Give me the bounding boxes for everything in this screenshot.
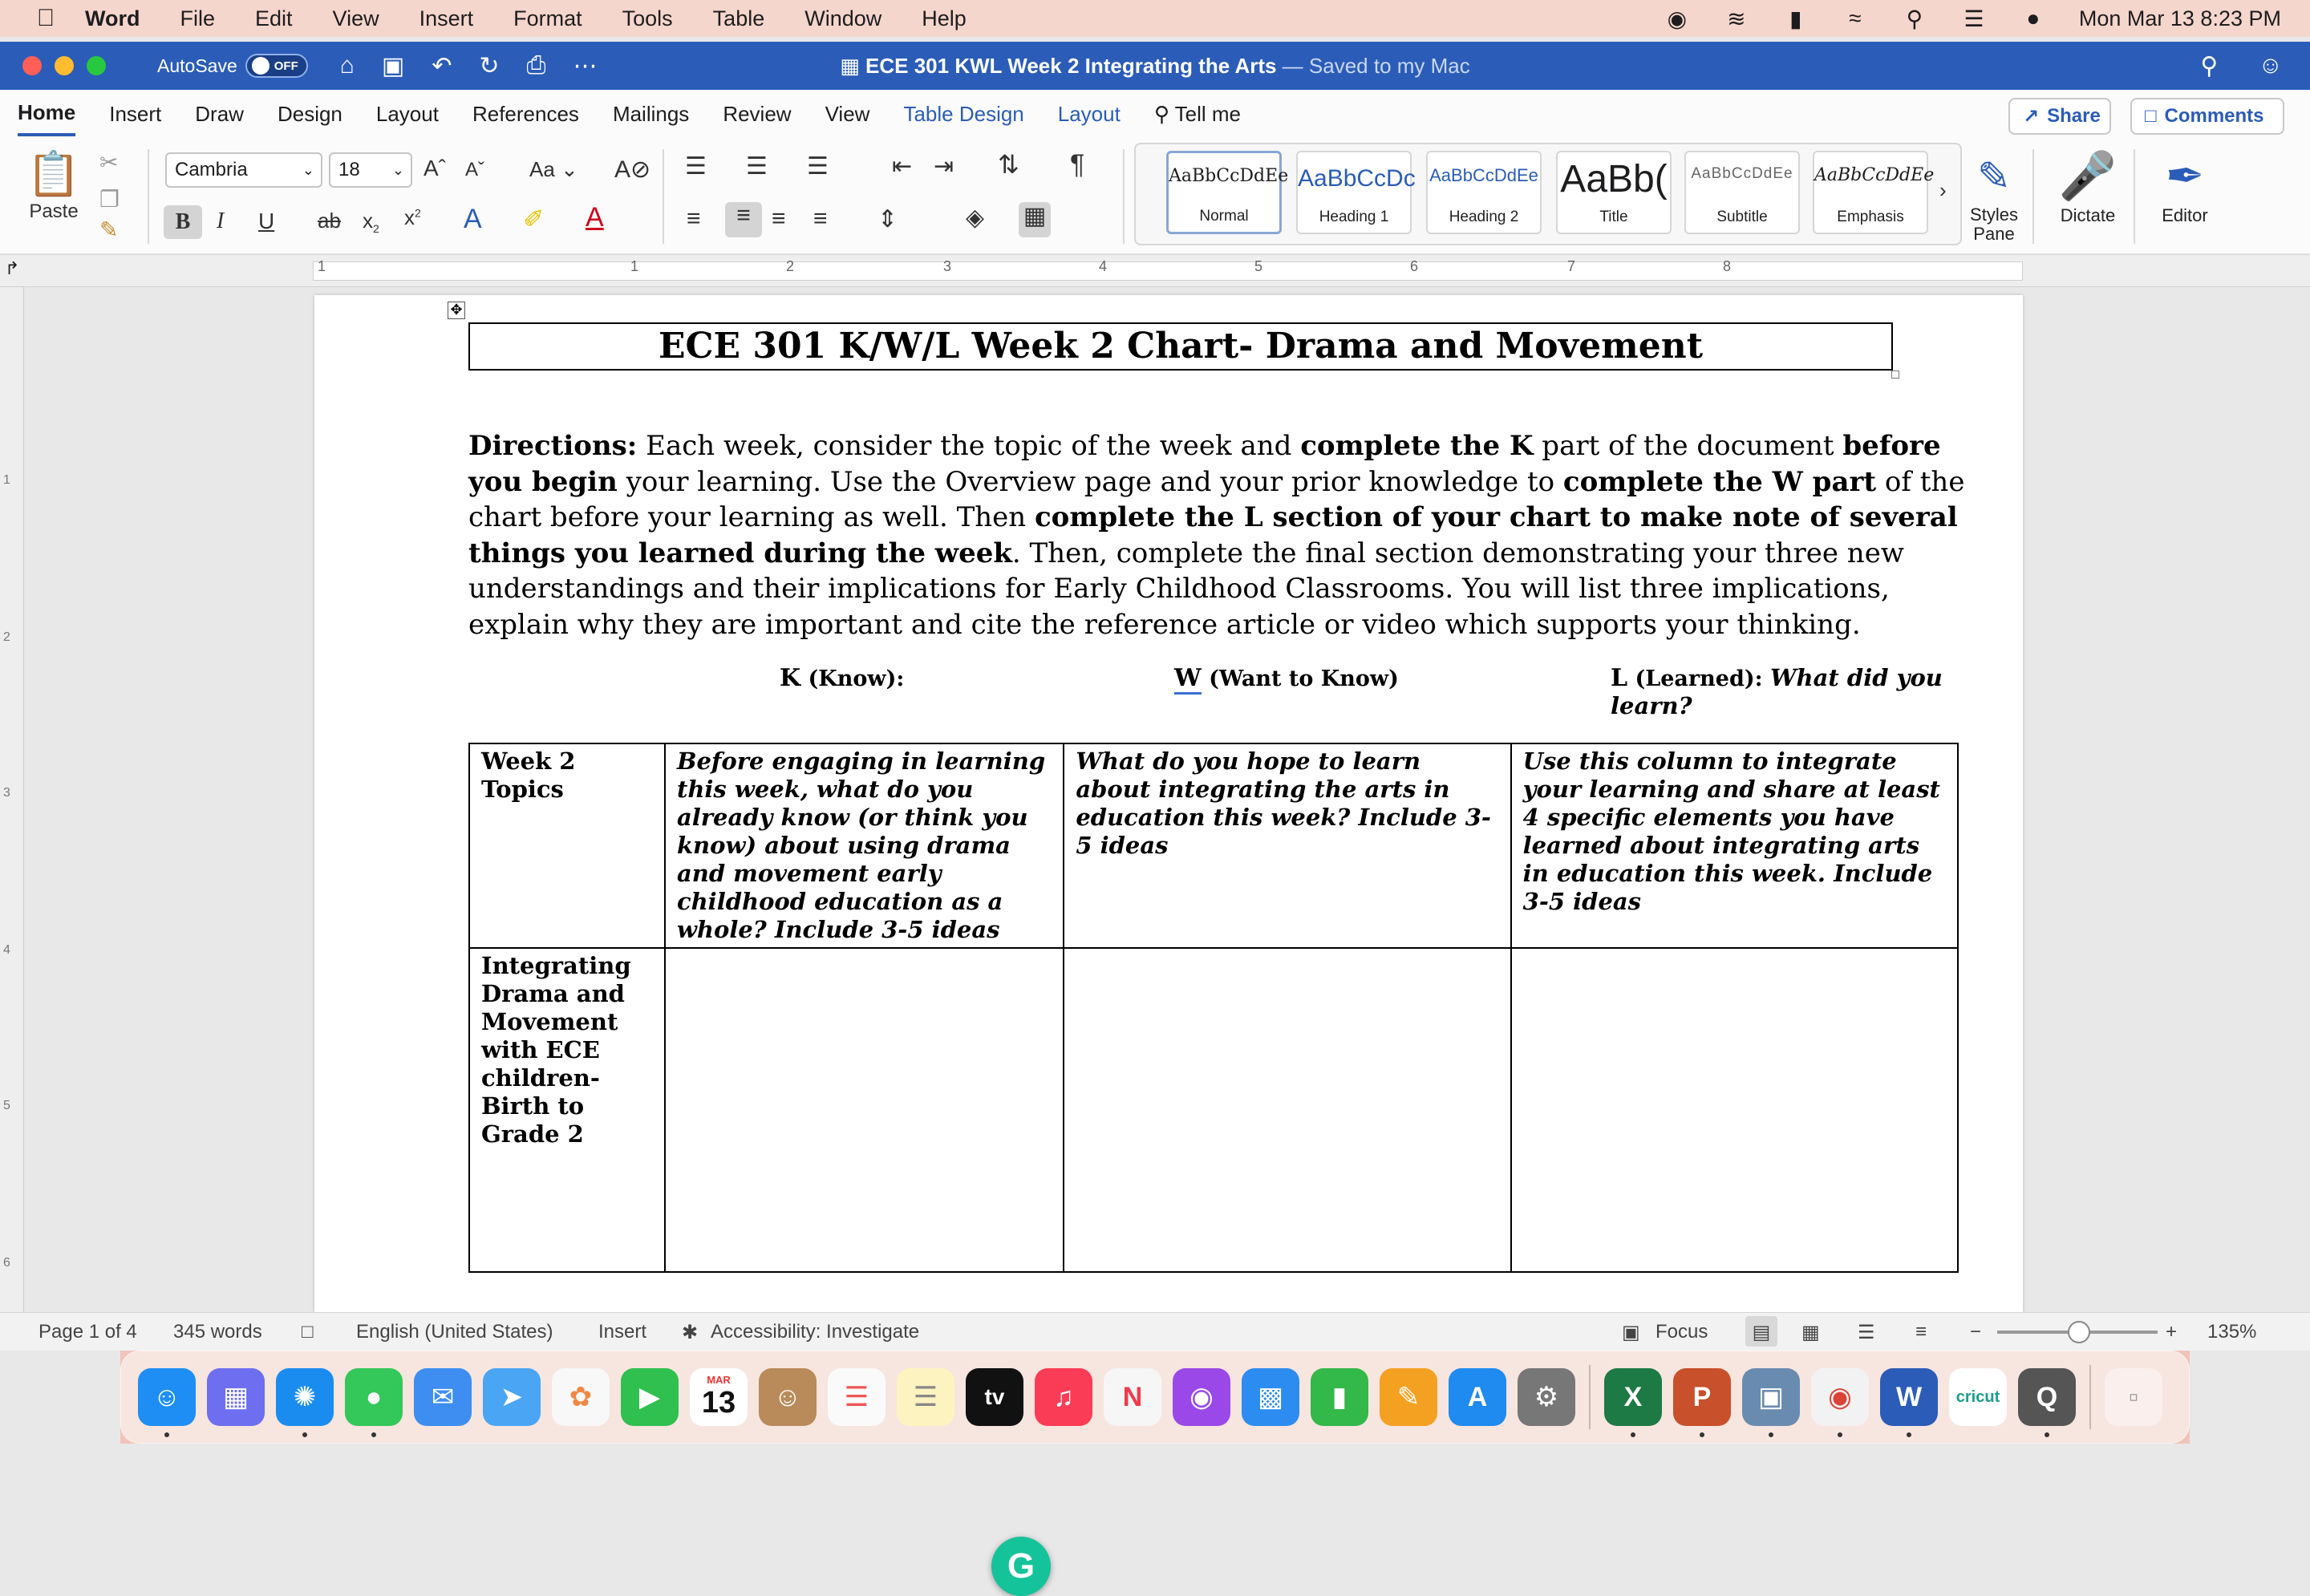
tell-me-label: Tell me [1174,101,1241,126]
powerpoint-icon[interactable]: P [1673,1368,1731,1426]
style-preview: AaBbCcDc [1298,165,1416,192]
divider [1123,149,1125,244]
style-heading-1[interactable] [1296,151,1416,234]
menu-window[interactable]: Window [804,6,882,30]
web-layout-icon[interactable]: ▦ [1801,1322,1820,1343]
text-effects-icon[interactable]: A [464,204,482,234]
word-doc-icon: ▦ [840,53,866,78]
case-label: Aa [529,157,555,181]
l-label: (Learned): [1627,666,1770,691]
trash-icon[interactable]: ▫ [2105,1368,2162,1426]
style-preview: AaBb( [1560,158,1668,201]
vertical-ruler[interactable] [0,287,24,1312]
zoom-out-icon[interactable]: − [1970,1321,1982,1343]
editor-button[interactable] [2153,148,2217,226]
align-center-icon[interactable]: ≡ [725,202,762,237]
music-icon[interactable]: ♫ [1035,1368,1092,1426]
grow-font-icon[interactable]: Aˆ [424,156,446,180]
accessibility-icon: ✱ [682,1322,699,1343]
menu-edit[interactable]: Edit [255,6,293,30]
ruler-number: 5 [3,1099,10,1112]
keynote-icon[interactable]: ▩ [1242,1368,1299,1426]
style-subtitle[interactable] [1684,151,1800,234]
style-name: Heading 1 [1319,209,1389,225]
ruler-number: 8 [1723,258,1732,274]
running-indicator [164,1432,169,1437]
control-center-icon[interactable]: ☰ [1964,6,1984,31]
align-right-icon[interactable]: ≡ [772,205,786,232]
style-title[interactable] [1556,151,1672,234]
style-preview: AaBbCcDdEe [1814,165,1935,185]
style-preview: AaBbCcDdEe [1169,166,1289,186]
autosave-state: OFF [274,59,298,73]
maps-icon[interactable]: ➤ [483,1368,541,1426]
print-icon[interactable]: ⎙ [526,51,546,79]
superscript-button[interactable]: $x^2$ [404,205,421,229]
tab-draw[interactable]: Draw [195,101,244,126]
subscript-button[interactable]: $x_2$ [363,209,379,236]
style-name: Emphasis [1837,209,1904,225]
menu-datetime[interactable]: Mon Mar 13 8:23 PM [2078,6,2281,30]
shading-icon[interactable]: ◈ [966,205,985,231]
running-indicator [2045,1432,2049,1437]
divider [663,149,664,244]
excel-icon[interactable]: X [1604,1368,1662,1426]
dictate-label: Dictate [2060,205,2116,225]
subscript-label: x [363,209,373,233]
zoom-level[interactable]: 135% [2207,1321,2257,1343]
toggle-knob [252,57,270,75]
editor-pen-icon: ✒ [2165,150,2205,202]
spotlight-search-icon[interactable]: ⚲ [1906,6,1923,31]
apple-tv-icon[interactable] [966,1368,1023,1426]
style-name: Title [1599,209,1628,225]
menu-app-word[interactable]: Word [85,6,140,30]
table-header-cell[interactable]: Week 2 Topics [469,743,665,948]
calendar-day: 13 [701,1386,736,1420]
tab-references[interactable]: References [472,101,579,126]
kwl-headings [314,664,2023,719]
tab-layout[interactable]: Layout [375,101,439,126]
k-letter: K [780,664,801,692]
table-header-cell[interactable]: Use this column to integrate your learning and share at least 4 specific elements you have learned about integrating arts in education this week. Include 3-5 ideas [1511,743,1958,948]
text-run: . Then, complete the final section demonstrating your three new understandings and their implications for Early Childhood Classrooms. You will list three implications, explain why they are important and cite the reference article or video which supports your thinking. [468,537,1904,641]
notes-icon[interactable]: ☰ [897,1368,954,1426]
editor-label: Editor [2162,205,2208,225]
bullets-icon[interactable]: ☰ [685,153,707,180]
table-cell-learned[interactable] [1511,948,1958,1272]
w-letter: W [1174,664,1202,695]
style-heading-2[interactable] [1426,151,1542,234]
font-name-value: Cambria [175,159,248,180]
tab-table-layout[interactable]: Layout [1057,101,1121,126]
horizontal-ruler[interactable] [0,255,2310,287]
numbering-icon[interactable]: ☰ [746,153,768,180]
ruler-number: 4 [1099,258,1108,274]
activity-monitor-icon[interactable]: ≋ [1727,6,1746,31]
bold-run: before you begin [468,430,1941,498]
w-label: (Want to Know) [1201,666,1399,691]
shrink-font-icon[interactable]: Aˇ [465,159,484,180]
reminders-icon[interactable]: ☰ [828,1368,886,1426]
tab-table-design[interactable]: Table Design [903,101,1024,126]
share-button[interactable] [2008,98,2111,135]
tv-label: tv [984,1384,1005,1409]
zoom-slider-handle[interactable] [2068,1321,2090,1343]
dock-divider [2089,1365,2091,1429]
divider [2134,149,2135,244]
font-color-icon[interactable]: A [586,202,604,233]
tab-review[interactable]: Review [723,101,792,126]
underline-button[interactable]: U [258,209,275,233]
chevron-down-icon: ⌄ [302,161,314,178]
tab-mailings[interactable]: Mailings [612,101,690,126]
table-header-cell[interactable]: What do you hope to learn about integrating the arts in education this week? Include 3-5 ideas [1064,743,1510,948]
facetime-icon[interactable]: ▶ [621,1368,679,1426]
divider [148,149,149,244]
window-title-bar [0,42,2310,90]
multilevel-list-icon[interactable]: ☰ [807,153,829,180]
ruler-number: 6 [3,1256,10,1270]
sort-icon[interactable]: ⇅ [998,150,1019,179]
draft-icon[interactable]: ≡ [1915,1321,1927,1343]
tab-view[interactable]: View [825,101,870,126]
running-indicator [371,1432,376,1437]
focus-button[interactable]: Focus [1656,1321,1708,1343]
clipboard-icon: 📋 [26,150,81,198]
text-run: Each week, consider the topic of the week and [637,430,1301,462]
autosave-toggle[interactable] [245,54,308,78]
align-left-icon[interactable]: ≡ [687,205,701,232]
more-icon[interactable]: ⋯ [573,52,598,79]
news-icon[interactable]: N [1104,1368,1161,1426]
l-letter: L [1611,664,1628,692]
table-cell-topic[interactable]: Integrating Drama and Movement with ECE children- Birth to Grade 2 [469,948,665,1272]
table-resize-handle[interactable] [1891,371,1899,379]
insert-mode[interactable]: Insert [598,1321,647,1343]
borders-icon[interactable]: ▦ [1019,202,1051,237]
divider [2032,149,2034,244]
style-name: Normal [1199,208,1249,225]
cricut-icon[interactable] [1949,1368,2007,1426]
battery-icon[interactable]: ▮ [1789,6,1802,31]
save-status: — Saved to my Mac [1276,53,1470,78]
bold-run: complete the K [1300,430,1534,462]
increase-indent-icon[interactable]: ⇥ [934,153,954,180]
print-layout-icon[interactable]: ▤ [1745,1316,1777,1347]
launchpad-icon[interactable]: ▦ [207,1368,265,1426]
dock [120,1351,2190,1444]
share-label: Share [2047,105,2101,127]
word-icon[interactable]: W [1880,1368,1938,1426]
k-label: (Know): [800,666,905,691]
autosave-label: AutoSave [157,55,237,76]
menu-insert[interactable]: Insert [419,6,474,30]
paste-label: Paste [29,201,79,222]
ruler-number: 6 [1410,258,1419,274]
apple-menu-icon[interactable] [30,5,61,32]
line-spacing-icon[interactable]: ⇕ [877,206,898,233]
accessibility-status[interactable]: Accessibility: Investigate [711,1321,920,1343]
chrome-icon[interactable]: ◉ [1811,1368,1869,1426]
styles-pane-icon: ✎ [1977,154,2011,199]
ruler-number: 3 [943,258,952,274]
language[interactable]: English (United States) [356,1321,553,1343]
comments-label: Comments [2164,105,2264,127]
document-name: ECE 301 KWL Week 2 Integrating the Arts [865,53,1277,78]
menu-view[interactable]: View [332,6,379,30]
app-store-icon[interactable]: A [1449,1368,1506,1426]
italic-button[interactable]: I [217,209,225,233]
bold-button[interactable]: B [164,205,202,239]
dock-divider [1589,1365,1591,1429]
tab-design[interactable]: Design [277,101,342,126]
table-header-cell[interactable]: Before engaging in learning this week, what do you already know (or think you know) about using drama and movement early childhood education as a whole? Include 3-5 ideas [665,743,1064,948]
ruler-number: 2 [786,258,795,274]
proofing-icon[interactable]: □ [302,1321,314,1343]
numbers-icon[interactable]: ▮ [1311,1368,1368,1426]
ruler-track [313,261,2023,281]
running-indicator [1769,1432,1773,1437]
w-heading[interactable] [1174,664,1399,692]
table-row [469,743,1958,948]
text-run: your learning. Use the Overview page and your prior knowledge to [617,465,1563,498]
titlebar-right-tools [2200,52,2283,80]
table-cell-want[interactable] [1064,948,1510,1272]
bold-run: complete the W part [1562,465,1877,498]
share-icon: ↗ [2023,105,2040,128]
style-normal[interactable] [1166,151,1289,234]
photos-icon[interactable]: ✿ [552,1368,610,1426]
comment-icon: □ [2145,105,2157,127]
zoom-in-icon[interactable]: + [2166,1321,2178,1343]
style-preview: AaBbCcDdEe [1691,165,1793,182]
directions-paragraph[interactable] [468,428,1981,642]
running-indicator [1907,1432,1911,1437]
comments-button[interactable] [2130,98,2284,135]
home-icon[interactable]: ⌂ [339,51,355,79]
close-window-button[interactable] [22,56,42,75]
system-settings-icon[interactable]: ⚙ [1518,1368,1575,1426]
justify-icon[interactable]: ≡ [813,205,828,232]
bold-run: complete the L section of your chart to make note of several things you learned during the week [468,501,1958,569]
chevron-right-icon[interactable]: › [1939,178,1947,202]
menu-table[interactable]: Table [712,6,765,30]
style-preview: AaBbCcDdEe [1429,165,1538,185]
running-indicator [1631,1432,1635,1437]
mail-icon[interactable]: ✉ [414,1368,472,1426]
tell-me-box[interactable] [1154,94,1241,135]
cricut-label: cricut [1955,1387,2000,1406]
calendar-icon[interactable] [690,1368,748,1426]
page-count[interactable]: Page 1 of 4 [38,1321,137,1343]
quicktime-icon[interactable]: Q [2018,1368,2076,1426]
table-move-handle-icon[interactable]: ✥ [448,302,465,319]
zoom-window-button[interactable] [87,56,106,75]
running-indicator [1838,1432,1842,1437]
account-icon[interactable]: ☺ [2258,51,2283,79]
home-ribbon [0,138,2310,255]
document-heading[interactable]: ECE 301 K/W/L Week 2 Chart- Drama and Movement [468,322,1893,371]
status-bar [0,1312,2310,1351]
focus-icon: ▣ [1622,1322,1640,1343]
ruler-number: 2 [3,630,10,644]
macos-menu-bar [0,0,2310,37]
podcasts-icon[interactable]: ◉ [1173,1368,1230,1426]
quick-access-toolbar [340,52,598,80]
wifi-icon[interactable]: ≈ [1849,6,1862,30]
contacts-icon[interactable]: ☺ [759,1368,817,1426]
safari-icon[interactable]: ✺ [276,1368,334,1426]
text-run: of the chart before your learning as well. Then [468,465,1965,533]
ruler-number: 1 [630,258,639,274]
menu-tools[interactable]: Tools [622,6,673,30]
cut-icon[interactable]: ✂ [99,150,119,175]
change-case-button[interactable]: Aa ⌄ [529,157,578,181]
menu-file[interactable]: File [180,6,216,30]
table-cell-know[interactable] [665,948,1064,1272]
superscript-label: x [404,205,415,229]
paste-button[interactable] [19,148,88,223]
copy-icon[interactable]: ❐ [99,187,120,212]
styles-pane-label: Styles Pane [1970,205,2018,244]
chevron-down-icon: ⌄ [391,161,404,178]
style-name: Subtitle [1716,209,1768,225]
styles-pane-button[interactable] [1967,148,2021,244]
kwl-table [468,743,1959,1273]
window-controls [10,56,106,75]
preview-icon[interactable]: ▣ [1742,1368,1800,1426]
running-indicator [1700,1432,1704,1437]
ribbon-tabs [0,90,2310,138]
grammarly-button[interactable]: G [991,1537,1051,1596]
word-count[interactable]: 345 words [173,1321,262,1343]
ruler-number: 3 [3,786,10,800]
k-heading[interactable] [780,664,904,692]
style-name: Heading 2 [1449,209,1519,225]
ruler-number: 4 [3,943,10,957]
directions-label: Directions: [468,430,638,462]
menu-help[interactable]: Help [922,6,967,30]
highlight-color-icon[interactable]: ✐ [523,205,545,233]
menu-format[interactable]: Format [513,6,582,30]
search-icon[interactable]: ⚲ [2200,52,2219,79]
decrease-indent-icon[interactable]: ⇤ [892,153,913,180]
minimize-window-button[interactable] [55,56,74,75]
grammarly-menu-icon[interactable]: ◉ [1667,6,1688,31]
style-emphasis[interactable] [1813,151,1935,234]
format-painter-icon[interactable]: ✎ [99,217,119,242]
undo-icon[interactable]: ↶ [432,52,452,79]
ruler-number: 7 [1567,258,1576,274]
l-question: What did you learn? [1611,664,1943,719]
outline-icon[interactable]: ☰ [1858,1322,1875,1343]
l-heading[interactable] [1611,664,2023,719]
clear-formatting-icon[interactable]: A⊘ [614,156,651,183]
table-row [469,948,1958,1272]
text-run: part of the document [1533,430,1843,462]
pages-icon[interactable]: ✎ [1380,1368,1437,1426]
strikethrough-button[interactable]: ab [318,209,341,233]
lightbulb-icon: ⚲ [1153,101,1175,126]
ruler-number: 5 [1254,258,1263,274]
tab-home[interactable]: Home [18,92,75,136]
redo-icon[interactable]: ↻ [479,52,500,79]
calendar-month: MAR [707,1374,731,1386]
tab-stop-selector-icon[interactable]: ↱ [5,258,20,278]
running-indicator [302,1432,307,1437]
font-size-value: 18 [338,159,360,180]
autosave-control [157,54,308,78]
microphone-icon: 🎤 [2058,150,2118,202]
siri-icon[interactable]: ● [2026,6,2040,30]
dictate-button[interactable] [2052,148,2124,226]
ruler-number: 1 [318,258,326,274]
tab-insert[interactable]: Insert [109,101,162,126]
ruler-number: 1 [3,473,10,487]
finder-icon[interactable]: ☺ [138,1368,196,1426]
messages-icon[interactable]: ● [345,1368,403,1426]
show-formatting-icon[interactable]: ¶ [1070,149,1085,180]
save-icon[interactable]: ▣ [381,52,405,79]
font-name-dropdown[interactable] [165,152,322,188]
font-size-dropdown[interactable] [329,152,412,188]
